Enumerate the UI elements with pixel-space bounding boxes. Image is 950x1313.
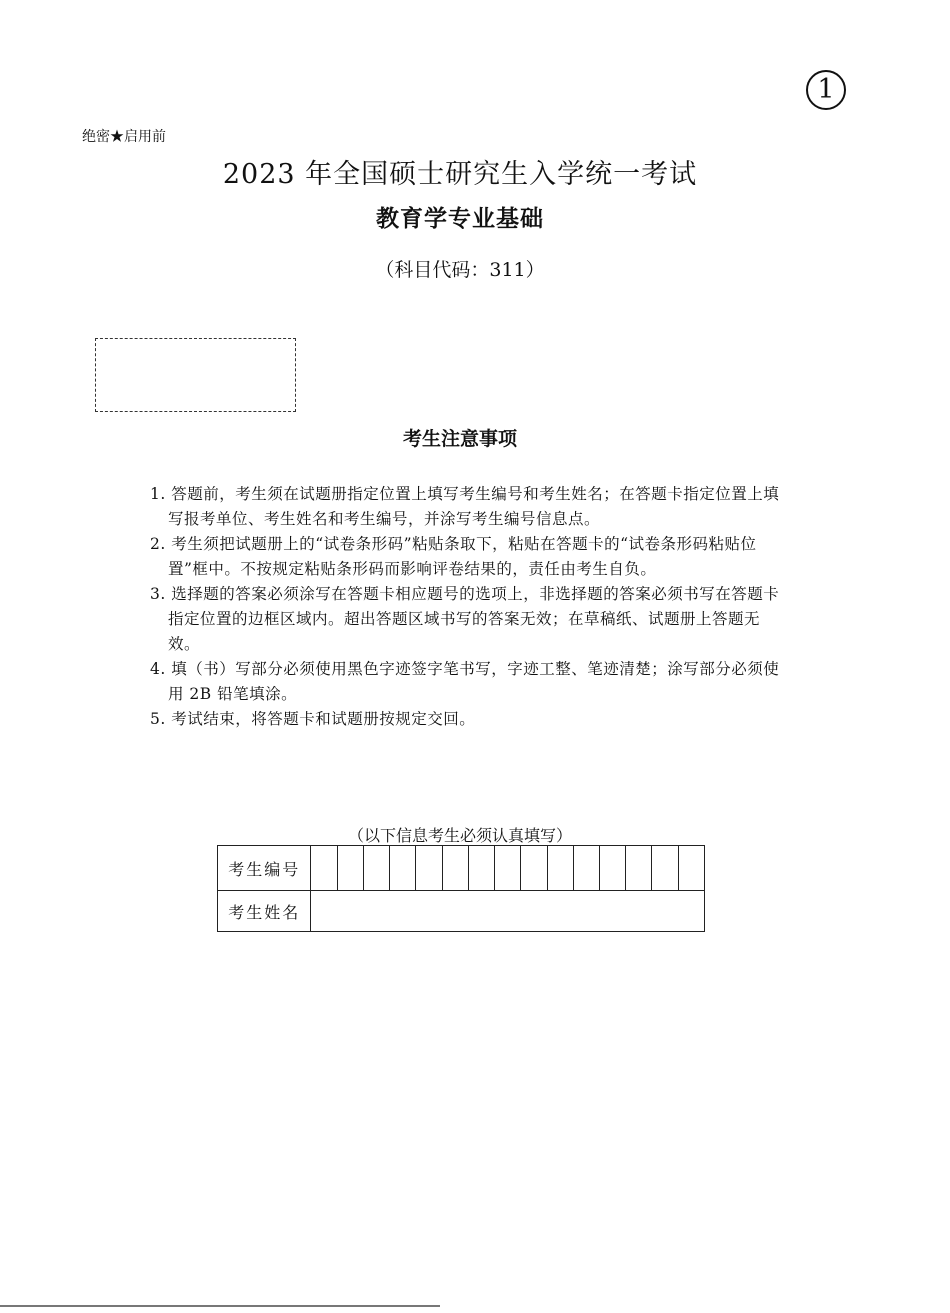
candidate-id-digit-cell[interactable] [442, 846, 468, 891]
notes-list [150, 482, 790, 732]
form-caption: （以下信息考生必须认真填写） [347, 826, 572, 845]
candidate-id-digit-cell[interactable] [363, 846, 389, 891]
candidate-id-digit-cell[interactable] [468, 846, 494, 891]
candidate-info-table [217, 845, 705, 932]
note-item: 5. 考试结束，将答题卡和试题册按规定交回。 [150, 710, 476, 728]
exam-title: 2023 年全国硕士研究生入学统一考试 [222, 159, 698, 190]
note-item: 1. 答题前，考生须在试题册指定位置上填写考生编号和考生姓名；在答题卡指定位置上填写报考单位、考生姓名和考生编号，并涂写考生编号信息点。 [150, 485, 780, 528]
candidate-id-digit-cell[interactable] [495, 846, 521, 891]
candidate-id-digit-cell[interactable] [416, 846, 442, 891]
candidate-id-label: 考生编号 [218, 846, 311, 891]
scan-edge-line [0, 1305, 440, 1307]
candidate-id-digit-cell[interactable] [652, 846, 678, 891]
candidate-name-field[interactable] [311, 891, 705, 932]
secret-label: 绝密★启用前 [82, 129, 166, 145]
note-item: 2. 考生须把试题册上的“试卷条形码”粘贴条取下，粘贴在答题卡的“试卷条形码粘贴位置”框中。不按规定粘贴条形码而影响评卷结果的，责任由考生自负。 [150, 535, 757, 578]
subject-title: 教育学专业基础 [376, 206, 544, 232]
notes-heading: 考生注意事项 [402, 428, 517, 450]
candidate-id-digit-cell[interactable] [311, 846, 337, 891]
candidate-id-digit-cell[interactable] [678, 846, 704, 891]
candidate-id-digit-cell[interactable] [390, 846, 416, 891]
candidate-id-digit-cell[interactable] [337, 846, 363, 891]
candidate-id-digit-cell[interactable] [521, 846, 547, 891]
candidate-id-digit-cell[interactable] [626, 846, 652, 891]
candidate-id-digit-cell[interactable] [547, 846, 573, 891]
candidate-id-row [218, 846, 705, 891]
note-item: 3. 选择题的答案必须涂写在答题卡相应题号的选项上，非选择题的答案必须书写在答题卡指定位置的边框区域内。超出答题区域书写的答案无效；在草稿纸、试题册上答题无效。 [150, 585, 780, 653]
candidate-id-digit-cell[interactable] [599, 846, 625, 891]
candidate-name-label: 考生姓名 [218, 891, 311, 932]
note-item: 4. 填（书）写部分必须使用黑色字迹签字笔书写，字迹工整、笔迹清楚；涂写部分必须使用 2B 铅笔填涂。 [150, 660, 780, 703]
barcode-placeholder-box [95, 338, 296, 412]
subject-code: （科目代码：311） [375, 259, 545, 281]
candidate-id-digit-cell[interactable] [573, 846, 599, 891]
page-number-badge: 1 [806, 70, 846, 110]
candidate-name-row [218, 891, 705, 932]
